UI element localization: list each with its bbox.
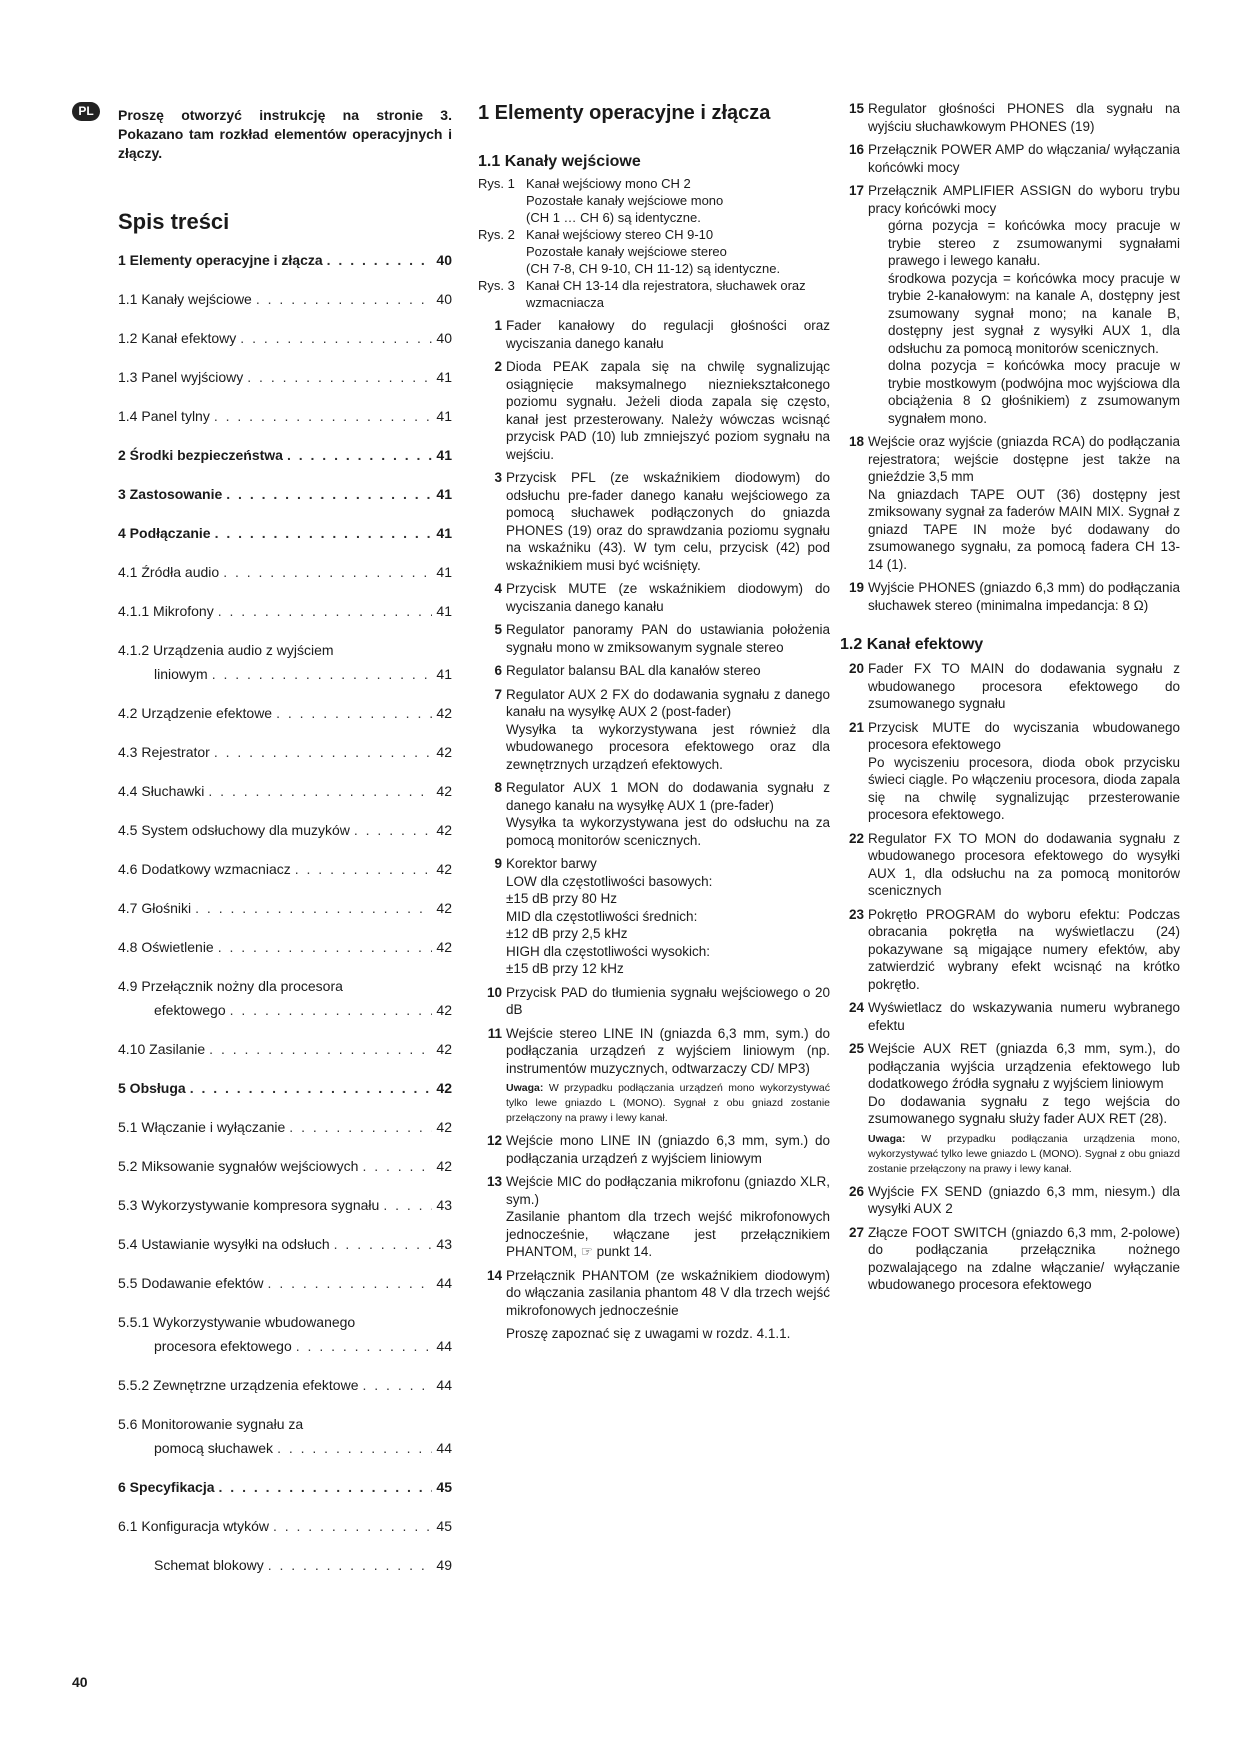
item-number: 20 — [848, 661, 864, 676]
figure-label: Rys. 2 — [478, 227, 515, 242]
item-text: Wejście oraz wyjście (gniazda RCA) do podłączania rejestratora; wejście dostępne jest także na gnieździe 3,5 mm — [868, 434, 1180, 484]
item-body — [506, 1132, 830, 1167]
figure-caption-text — [526, 226, 830, 277]
toc-entry — [118, 860, 452, 878]
numbered-item — [478, 469, 830, 574]
item-number: 12 — [486, 1133, 502, 1148]
toc-entry — [118, 329, 452, 347]
item-text: Do dodawania sygnału z tego wejścia do zsumowanego sygnału służy fader AUX RET (28). — [868, 1093, 1180, 1126]
toc-page-number: 43 — [436, 1197, 452, 1213]
item-body — [506, 580, 830, 615]
caption-line: (CH 7-8, CH 9-10, CH 11-12) są identyczne. — [526, 261, 781, 276]
toc-page-number: 42 — [436, 1080, 452, 1096]
toc-entry — [118, 485, 452, 503]
numbered-item — [478, 1173, 830, 1261]
item-text: Wysyłka ta wykorzystywana jest również dla wbudowanego procesora efektowego oraz dla zewnętrznych urządzeń efektowych. — [506, 721, 830, 772]
item-text: Przełącznik POWER AMP do włączania/ wyłączania końcówki mocy — [868, 142, 1180, 175]
item-number: 15 — [848, 101, 864, 116]
item-text: Przycisk MUTE do wyciszania wbudowanego procesora efektowego — [868, 719, 1180, 752]
toc-entry — [118, 1040, 452, 1058]
toc-entry — [118, 563, 452, 581]
item-text: Regulator panoramy PAN do ustawiania położenia sygnału mono w zmiksowanym sygnale stereo — [506, 622, 830, 655]
toc-entry-title-line: 5.6 Monitorowanie sygnału za — [118, 1416, 304, 1432]
toc-entry — [118, 368, 452, 386]
toc-page-number: 41 — [436, 525, 452, 541]
toc-page-number: 42 — [436, 1119, 452, 1135]
toc-page-number: 44 — [436, 1338, 452, 1354]
item-text: Wyjście FX SEND (gniazdo 6,3 mm, niesym.) dla wysyłki AUX 2 — [868, 1183, 1180, 1216]
toc-entry — [118, 1157, 452, 1175]
toc-leader — [226, 485, 432, 503]
item-body — [506, 1267, 830, 1320]
toc-entry-title: 6.1 Konfiguracja wtyków — [118, 1518, 269, 1534]
figure-caption — [478, 226, 830, 277]
item-number: 6 — [494, 663, 502, 678]
toc-entry — [118, 1118, 452, 1136]
item-text: Wejście AUX RET (gniazda 6,3 mm, sym.), do podłączania wyjścia urządzenia efektowego lub dodatkowego źródła sygnału z wyjściem liniowym — [868, 1041, 1180, 1091]
column-middle — [478, 100, 830, 1343]
numbered-item — [840, 1183, 1180, 1218]
item-body — [506, 984, 830, 1019]
toc-page-number: 41 — [436, 369, 452, 385]
note-text: W przypadku podłączania urządzeń mono wykorzystywać tylko lewe gniazdo L (MONO). Sygnał z obu gniazd zostanie przełączony na prawy i lewy kanał. — [506, 1082, 830, 1124]
toc-entry — [118, 665, 452, 683]
item-body — [506, 317, 830, 352]
numbered-item — [840, 1224, 1180, 1294]
toc-entry-title: liniowym — [154, 666, 208, 682]
toc-entry — [118, 704, 452, 722]
caption-line: Kanał wejściowy stereo CH 9-10 — [526, 227, 714, 242]
toc-page-number: 44 — [436, 1377, 452, 1393]
toc-leader — [223, 563, 432, 581]
toc-entry-title: pomocą słuchawek — [154, 1440, 274, 1456]
item-text: dolna pozycja = końcówka mocy pracuje w trybie mostkowym (podwójna moc wyjściowa dla obciążenia 8 Ω głośnikiem) z zsumowanym sygnałem mono. — [888, 358, 1180, 426]
toc-entry-title: 5.5.2 Zewnętrzne urządzenia efektowe — [118, 1377, 359, 1393]
toc-page-number: 45 — [436, 1479, 452, 1495]
intro-text: Proszę otworzyć instrukcję na stronie 3. Pokazano tam rozkład elementów operacyjnych i złączy. — [118, 107, 452, 161]
figure-captions — [478, 175, 830, 311]
item-text: ±15 dB przy 80 Hz — [506, 891, 617, 906]
toc-leader — [256, 290, 433, 308]
toc-leader — [190, 1079, 433, 1097]
item-body — [506, 469, 830, 574]
toc-page-number: 40 — [436, 252, 452, 268]
toc-leader — [296, 1337, 433, 1355]
toc-entry-title: 6 Specyfikacja — [118, 1479, 215, 1495]
toc-entry-title: 5.1 Włączanie i wyłączanie — [118, 1119, 286, 1135]
item-body — [506, 662, 830, 680]
toc-leader — [362, 1157, 432, 1175]
caption-line: Pozostałe kanały wejściowe stereo — [526, 244, 727, 259]
toc-entry-title: 4.3 Rejestrator — [118, 744, 210, 760]
numbered-item — [840, 660, 1180, 713]
toc-leader — [247, 368, 432, 386]
item-body — [868, 660, 1180, 713]
caption-line: (CH 1 … CH 6) są identyczne. — [526, 210, 701, 225]
toc-leader — [218, 938, 433, 956]
numbered-item — [840, 433, 1180, 573]
toc-leader — [277, 1439, 432, 1457]
table-of-contents — [118, 251, 452, 1574]
numbered-item — [840, 182, 1180, 427]
figure-caption — [478, 277, 830, 311]
toc-entry — [118, 1235, 452, 1253]
item-text: Zasilanie phantom dla trzech wejść mikrofonowych jednocześnie, włączane jest przełącznikiem PHANTOM, ☞ punkt 14. — [506, 1209, 830, 1259]
toc-page-number: 49 — [436, 1557, 452, 1573]
toc-page-number: 40 — [436, 330, 452, 346]
toc-entry-title: procesora efektowego — [154, 1338, 292, 1354]
item-text: Regulator głośności PHONES dla sygnału na wyjściu słuchawkowym PHONES (19) — [868, 101, 1180, 134]
item-text: Regulator AUX 2 FX do dodawania sygnału z danego kanału na wysyłkę AUX 2 (post-fader) — [506, 686, 830, 719]
item-text: Przycisk PFL (ze wskaźnikiem diodowym) do odsłuchu pre-fader danego kanału wejściowego za pomocą słuchawek podłączonych do gniazda PHONES (19) oraz do sprawdzania poziomu sygnału na wskaźniku (43). W tym celu, przycisk (42) pod wskaźnikiem musi być wciśnięty. — [506, 470, 830, 573]
item-list — [840, 660, 1180, 1294]
item-text: Złącze FOOT SWITCH (gniazdo 6,3 mm, 2-polowe) do podłączania przełącznika nożnego pozwalającego na zdalne włączanie/ wyłączanie wbudowanego procesora efektowego — [868, 1224, 1180, 1292]
language-badge: PL — [72, 102, 100, 121]
numbered-item — [478, 1025, 830, 1127]
toc-page-number: 41 — [436, 603, 452, 619]
figure-label: Rys. 3 — [478, 278, 515, 293]
toc-entry-multiline — [118, 977, 452, 1019]
toc-entry-title: 5.2 Miksowanie sygnałów wejściowych — [118, 1158, 359, 1174]
toc-page-number: 43 — [436, 1236, 452, 1252]
toc-entry — [118, 1478, 452, 1496]
toc-leader — [289, 1118, 432, 1136]
toc-leader — [334, 1235, 433, 1253]
toc-entry-title: 5.3 Wykorzystywanie kompresora sygnału — [118, 1197, 380, 1213]
toc-page-number: 41 — [436, 564, 452, 580]
toc-leader — [240, 329, 432, 347]
item-text: Fader FX TO MAIN do dodawania sygnału z wbudowanego procesora efektowego do zsumowanego sygnału — [868, 661, 1180, 711]
figure-caption-text — [526, 175, 830, 226]
toc-page-number: 41 — [436, 666, 452, 682]
toc-page-number: 44 — [436, 1440, 452, 1456]
numbered-item — [840, 830, 1180, 900]
item-number: 17 — [848, 183, 864, 198]
item-body — [868, 1183, 1180, 1218]
item-text: Regulator balansu BAL dla kanałów stereo — [506, 663, 761, 678]
item-number: 19 — [848, 580, 864, 595]
item-text: Dioda PEAK zapala się na chwilę sygnalizując osiągnięcie maksymalnego niezniekształconego poziomu sygnału. Jeżeli dioda zapala się często, kanał jest przesterowany. Należy wówczas wcisnąć przycisk PAD (10) lub zmniejszyć poziom sygnału na wejściu. — [506, 359, 830, 462]
toc-page-number: 41 — [436, 447, 452, 463]
numbered-item — [478, 580, 830, 615]
item-text: Wejście stereo LINE IN (gniazda 6,3 mm, sym.) do podłączania urządzeń z wyjściem liniowym (np. instrumentów muzycznych, odtwarzaczy CD/ MP3) — [506, 1025, 830, 1076]
numbered-item — [840, 719, 1180, 824]
item-text: Korektor barwy — [506, 856, 597, 871]
item-text: Regulator AUX 1 MON do dodawania sygnału z danego kanału na wysyłkę AUX 1 (pre-fader) — [506, 780, 830, 813]
toc-leader — [195, 899, 432, 917]
item-text: Po wyciszeniu procesora, dioda obok przycisku świeci ciągle. Po włączeniu procesora, dioda zapala się na chwilę sygnalizując przesterowanie procesora efektowego. — [868, 754, 1180, 822]
item-text: ±15 dB przy 12 kHz — [506, 961, 624, 976]
item-body — [506, 358, 830, 463]
item-body — [868, 719, 1180, 824]
toc-entry — [118, 782, 452, 800]
item-body — [868, 141, 1180, 176]
figure-label: Rys. 1 — [478, 176, 515, 191]
item-body — [868, 999, 1180, 1034]
toc-leader — [230, 1001, 433, 1019]
toc-page-number: 42 — [436, 1041, 452, 1057]
item-text: HIGH dla częstotliwości wysokich: — [506, 943, 711, 959]
toc-entry-title: 1.3 Panel wyjściowy — [118, 369, 244, 385]
toc-page-number: 42 — [436, 939, 452, 955]
toc-entry — [118, 1556, 452, 1574]
item-body — [868, 579, 1180, 614]
toc-entry-multiline — [118, 641, 452, 683]
toc-title: Spis treści — [118, 209, 230, 234]
item-text: ±12 dB przy 2,5 kHz — [506, 926, 628, 941]
toc-leader — [214, 743, 433, 761]
item-number: 24 — [848, 1000, 864, 1015]
toc-entry — [118, 446, 452, 464]
item-text: Wyjście PHONES (gniazdo 6,3 mm) do podłączania słuchawek stereo (minimalna impedancja: 8 Ω) — [868, 580, 1180, 613]
item-body — [506, 1173, 830, 1261]
toc-entry-title: 4.7 Głośniki — [118, 900, 192, 916]
item-body — [868, 1040, 1180, 1177]
numbered-item — [478, 1267, 830, 1320]
item-note — [868, 1132, 1180, 1177]
toc-entry-title: 1.2 Kanał efektowy — [118, 330, 237, 346]
toc-entry-title-line: 5.5.1 Wykorzystywanie wbudowanego — [118, 1314, 356, 1330]
toc-entry-title-line: 4.1.2 Urządzenia audio z wyjściem — [118, 642, 334, 658]
item-body — [868, 906, 1180, 994]
toc-entry-multiline — [118, 1313, 452, 1355]
toc-page-number: 42 — [436, 705, 452, 721]
toc-leader — [287, 446, 432, 464]
toc-entry — [118, 1517, 452, 1535]
note-label: Uwaga: — [868, 1132, 906, 1145]
toc-leader — [354, 821, 433, 839]
toc-entry — [118, 290, 452, 308]
numbered-item — [478, 779, 830, 849]
caption-line: Kanał wejściowy mono CH 2 — [526, 176, 691, 191]
item-number: 14 — [486, 1267, 502, 1283]
item-text: LOW dla częstotliwości basowych: — [506, 873, 713, 889]
toc-entry-title: 2 Środki bezpieczeństwa — [118, 447, 283, 463]
toc-entry-title: 1 Elementy operacyjne i złącza — [118, 252, 323, 268]
toc-entry-multiline — [118, 1415, 452, 1457]
item-list — [478, 317, 830, 1319]
toc-page-number: 41 — [436, 408, 452, 424]
toc-entry-title-line: 4.9 Przełącznik nożny dla procesora — [118, 978, 343, 994]
toc-leader — [209, 1040, 432, 1058]
numbered-item — [840, 579, 1180, 614]
numbered-item — [478, 855, 830, 978]
column-left — [72, 100, 452, 1595]
toc-entry — [118, 1337, 452, 1355]
toc-entry-title: 4.4 Słuchawki — [118, 783, 205, 799]
item-number: 2 — [494, 359, 502, 374]
toc-leader — [276, 704, 432, 722]
toc-entry-title: 4.5 System odsłuchowy dla muzyków — [118, 822, 350, 838]
item-number: 23 — [848, 906, 864, 922]
toc-entry — [118, 407, 452, 425]
toc-entry — [118, 602, 452, 620]
item-text: Na gniazdach TAPE OUT (36) dostępny jest zmiksowany sygnał za faderów MAIN MIX. Sygnał z gniazd TAPE IN może być dodawany do zsumowanego sygnału, za pomocą fadera CH 13-14 (1). — [868, 486, 1180, 572]
toc-entry — [118, 1376, 452, 1394]
item-text: MID dla częstotliwości średnich: — [506, 908, 698, 924]
item-number: 22 — [848, 830, 864, 846]
item-number: 21 — [848, 719, 864, 735]
toc-entry-title: 4.1 Źródła audio — [118, 564, 220, 580]
toc-entry-title: 4.2 Urządzenie efektowe — [118, 705, 273, 721]
item-text: Pokrętło PROGRAM do wyboru efektu: Podczas obracania pokrętła na wyświetlaczu (24) pokazywane są migające numery efektów, aby zatwierdzić wybrany efekt wcisnąć na krótko pokrętło. — [868, 906, 1180, 992]
toc-page-number: 42 — [436, 900, 452, 916]
item-body — [868, 433, 1180, 573]
toc-entry-title: 1.4 Panel tylny — [118, 408, 210, 424]
item-body — [506, 855, 830, 978]
toc-entry — [118, 899, 452, 917]
numbered-item — [840, 1040, 1180, 1177]
item-note — [506, 1081, 830, 1126]
toc-leader — [214, 407, 433, 425]
toc-entry — [118, 1001, 452, 1019]
item-number: 25 — [848, 1041, 864, 1056]
numbered-item — [478, 317, 830, 352]
toc-leader — [212, 665, 433, 683]
numbered-item — [478, 621, 830, 656]
numbered-item — [478, 662, 830, 680]
figure-caption — [478, 175, 830, 226]
item-text: środkowa pozycja = końcówka mocy pracuje w trybie 2-kanałowym: na kanale A, dostępny jest zsumowany sygnał mono; na kanale B, dostępny jest sygnał z wysyłki AUX 1, dla odsłuchu za pomocą monitorów scenicznych. — [888, 270, 1180, 356]
toc-entry — [118, 1079, 452, 1097]
column-right — [840, 100, 1180, 1294]
item-list — [840, 100, 1180, 614]
item-body — [868, 100, 1180, 135]
toc-leader — [268, 1556, 433, 1574]
numbered-item — [478, 686, 830, 774]
toc-entry — [118, 251, 452, 269]
item-text: Regulator FX TO MON do dodawania sygnału z wbudowanego procesora efektowego do wysyłki AUX 1, dla odsłuchu na za pomocą monitorów scenicznych — [868, 830, 1180, 898]
toc-leader — [219, 1478, 433, 1496]
toc-entry — [118, 1439, 452, 1457]
toc-leader — [268, 1274, 433, 1292]
paragraph: Proszę zapoznać się z uwagami w rozdz. 4.1.1. — [506, 1326, 791, 1341]
subsection-heading-inputs: 1.1 Kanały wejściowe — [478, 153, 641, 170]
item-body — [868, 182, 1180, 427]
item-text: Przycisk PAD do tłumienia sygnału wejściowego o 20 dB — [506, 984, 830, 1017]
numbered-item — [840, 906, 1180, 994]
item-body — [506, 1025, 830, 1127]
toc-page-number: 42 — [436, 744, 452, 760]
item-number: 11 — [487, 1025, 502, 1041]
toc-page-number: 45 — [436, 1518, 452, 1534]
toc-leader — [362, 1376, 432, 1394]
toc-leader — [273, 1517, 432, 1535]
section-heading: 1 Elementy operacyjne i złącza — [478, 102, 771, 124]
numbered-item — [840, 100, 1180, 135]
item-text: Przełącznik AMPLIFIER ASSIGN do wyboru trybu pracy końcówki mocy — [868, 183, 1180, 216]
toc-page-number: 42 — [436, 783, 452, 799]
item-number: 13 — [486, 1174, 502, 1189]
item-body — [506, 621, 830, 656]
item-text: Przycisk MUTE (ze wskaźnikiem diodowym) do wyciszania danego kanału — [506, 581, 830, 614]
toc-entry-title: 4.6 Dodatkowy wzmacniacz — [118, 861, 291, 877]
toc-entry — [118, 1196, 452, 1214]
toc-page-number: 42 — [436, 861, 452, 877]
toc-entry — [118, 743, 452, 761]
toc-entry-title: efektowego — [154, 1002, 226, 1018]
item-body — [868, 1224, 1180, 1294]
item-number: 9 — [494, 856, 502, 871]
item-number: 16 — [848, 142, 864, 157]
item-number: 10 — [486, 984, 502, 1000]
toc-leader — [327, 251, 433, 269]
toc-page-number: 42 — [436, 1158, 452, 1174]
item-text: górna pozycja = końcówka mocy pracuje w trybie stereo z zsumowanymi sygnałami prawego i lewego kanału. — [888, 218, 1180, 268]
item-body — [506, 686, 830, 774]
numbered-item — [840, 999, 1180, 1034]
toc-page-number: 41 — [436, 486, 452, 502]
note-text: W przypadku podłączania urządzenia mono, wykorzystywać tylko lewe gniazdo L (MONO). Sygnał z obu gniazd zostanie przełączony na prawy i lewy kanał. — [868, 1132, 1181, 1175]
item-text: Wyświetlacz do wskazywania numeru wybranego efektu — [868, 1000, 1180, 1033]
toc-entry-title: 4 Podłączanie — [118, 525, 211, 541]
item-text: Wysyłka ta wykorzystywana jest do odsłuchu na za pomocą monitorów scenicznych. — [506, 815, 830, 848]
toc-entry-title: 5.5 Dodawanie efektów — [118, 1275, 264, 1291]
item-text: Wejście mono LINE IN (gniazdo 6,3 mm, sym.) do podłączania urządzeń z wyjściem liniowym — [506, 1133, 830, 1166]
toc-entry — [118, 524, 452, 542]
toc-leader — [218, 602, 433, 620]
numbered-item — [478, 1132, 830, 1167]
toc-page-number: 42 — [436, 822, 452, 838]
page-number: 40 — [72, 1674, 88, 1690]
note-label: Uwaga: — [506, 1082, 544, 1094]
item-body — [868, 830, 1180, 900]
numbered-item — [840, 141, 1180, 176]
toc-page-number: 44 — [436, 1275, 452, 1291]
item-number: 27 — [848, 1224, 864, 1240]
toc-entry — [118, 938, 452, 956]
subsection-heading-fx: 1.2 Kanał efektowy — [840, 636, 984, 653]
item-text: Fader kanałowy do regulacji głośności oraz wyciszania danego kanału — [506, 318, 830, 351]
item-text: Wejście MIC do podłączania mikrofonu (gniazdo XLR, sym.) — [506, 1174, 830, 1207]
toc-entry-title: 4.1.1 Mikrofony — [118, 603, 214, 619]
toc-leader — [208, 782, 432, 800]
toc-page-number: 40 — [436, 291, 452, 307]
item-number: 8 — [494, 780, 502, 795]
numbered-item — [478, 358, 830, 463]
item-number: 3 — [494, 470, 502, 485]
item-number: 5 — [494, 622, 502, 637]
toc-entry-title: 3 Zastosowanie — [118, 486, 223, 502]
toc-entry-title: 4.10 Zasilanie — [118, 1041, 206, 1057]
toc-page-number: 42 — [436, 1002, 452, 1018]
caption-line: Pozostałe kanały wejściowe mono — [526, 193, 724, 208]
toc-entry-title: 4.8 Oświetlenie — [118, 939, 214, 955]
toc-leader — [295, 860, 433, 878]
caption-line: Kanał CH 13-14 dla rejestratora, słuchawek oraz wzmacniacza — [526, 278, 806, 310]
toc-entry — [118, 821, 452, 839]
item-number: 1 — [494, 318, 502, 333]
toc-leader — [383, 1196, 432, 1214]
toc-entry — [118, 1274, 452, 1292]
item-body — [506, 779, 830, 849]
toc-entry-title: 5 Obsługa — [118, 1080, 186, 1096]
toc-leader — [215, 524, 433, 542]
item-text: Przełącznik PHANTOM (ze wskaźnikiem diodowym) do włączania zasilania phantom 48 V dla trzech wejść mikrofonowych jednocześnie — [506, 1267, 830, 1318]
item-number: 26 — [848, 1183, 864, 1199]
item-number: 4 — [494, 581, 502, 596]
toc-entry-title: 1.1 Kanały wejściowe — [118, 291, 252, 307]
figure-caption-text — [526, 277, 830, 311]
item-number: 7 — [494, 686, 502, 702]
numbered-item — [478, 984, 830, 1019]
item-number: 18 — [848, 434, 864, 449]
toc-entry-title: Schemat blokowy — [154, 1557, 264, 1573]
toc-entry-title: 5.4 Ustawianie wysyłki na odsłuch — [118, 1236, 330, 1252]
